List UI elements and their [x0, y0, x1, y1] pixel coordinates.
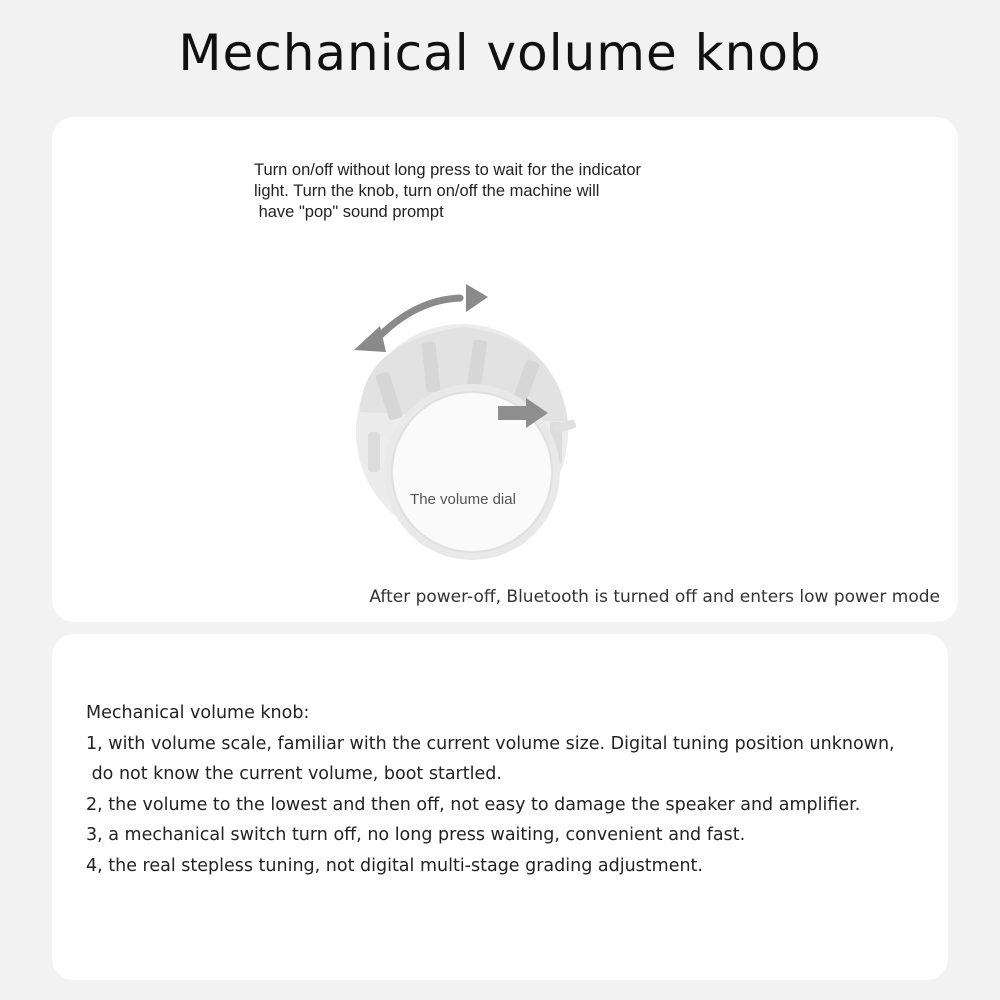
instruction-line: Turn on/off without long press to wait for the indicator: [254, 161, 642, 179]
list-item: 4, the real stepless tuning, not digital multi-stage grading adjustment.: [86, 855, 703, 876]
knob-body: [356, 324, 577, 560]
knob-panel: [52, 117, 958, 622]
instruction-line: light. Turn the knob, turn on/off the machine will: [254, 182, 600, 200]
list-item: 3, a mechanical switch turn off, no long press waiting, convenient and fast.: [86, 825, 746, 845]
list-item: 1, with volume scale, familiar with the current volume size. Digital tuning position unknown,: [86, 733, 895, 754]
list-item: 2, the volume to the lowest and then off, not easy to damage the speaker and amplifier.: [86, 794, 861, 815]
instruction-text: [254, 160, 734, 223]
features-panel: [52, 634, 948, 980]
feature-list: [86, 698, 936, 881]
dial-label: The volume dial: [410, 491, 516, 508]
page-title: Mechanical volume knob: [178, 24, 822, 82]
poweroff-note: After power-off, Bluetooth is turned off and enters low power mode: [369, 587, 940, 607]
knob-illustration: [342, 282, 582, 562]
list-item: do not know the current volume, boot startled.: [86, 764, 502, 784]
feature-heading: Mechanical volume knob:: [86, 703, 310, 723]
instruction-line: have "pop" sound prompt: [254, 203, 444, 221]
